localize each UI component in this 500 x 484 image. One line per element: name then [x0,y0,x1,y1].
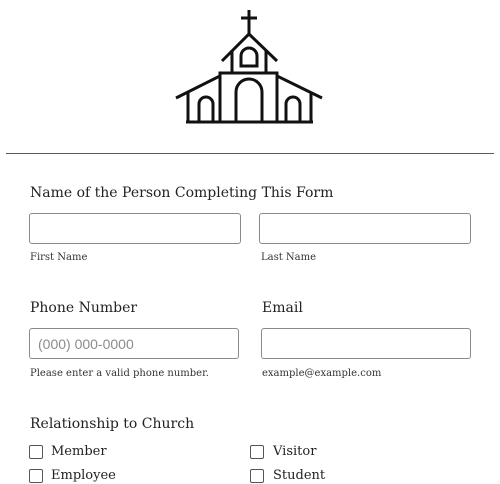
email-question-label: Email [262,300,303,316]
first-name-sublabel: First Name [30,252,88,263]
church-icon [172,8,328,126]
email-input[interactable] [261,328,471,359]
phone-input[interactable] [29,328,239,359]
visitor-checkbox[interactable] [250,445,264,459]
email-sublabel: example@example.com [262,368,382,379]
relationship-question-label: Relationship to Church [30,416,195,432]
first-name-input[interactable] [29,213,241,244]
name-question-label: Name of the Person Completing This Form [30,185,334,201]
member-checkbox[interactable] [29,445,43,459]
header-divider [6,153,494,154]
phone-question-label: Phone Number [30,300,138,316]
student-checkbox[interactable] [250,469,264,483]
phone-sublabel: Please enter a valid phone number. [30,368,209,379]
member-label[interactable]: Member [51,444,107,459]
last-name-sublabel: Last Name [261,252,317,263]
student-label[interactable]: Student [273,468,326,483]
employee-label[interactable]: Employee [51,468,116,483]
last-name-input[interactable] [259,213,471,244]
visitor-label[interactable]: Visitor [273,444,317,459]
form-header [0,0,500,154]
employee-checkbox[interactable] [29,469,43,483]
